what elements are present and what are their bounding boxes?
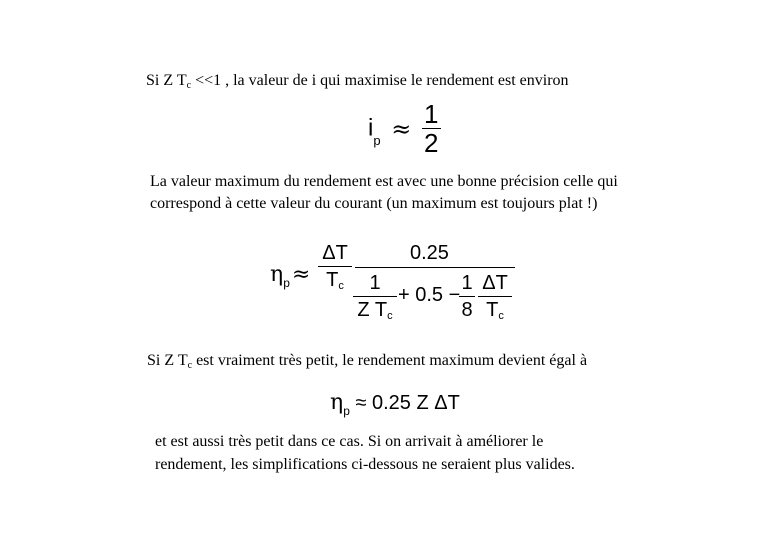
- eq2-one: 1: [369, 272, 381, 294]
- para3-subscript: c: [187, 360, 193, 371]
- eq2-dt-num: ΔT: [322, 242, 348, 264]
- eq1-approx: ≈: [391, 114, 412, 143]
- eq3-rhs: ≈ 0.25 Z ΔT: [355, 392, 460, 414]
- eq2-zt: Z T: [357, 299, 388, 321]
- equation-limit-efficiency: [330, 390, 460, 418]
- paragraph-conclusion-line2: rendement, les simplifications ci-dessous ne seraient plus valides.: [155, 456, 575, 473]
- eq2-eighth-num: 1: [461, 272, 473, 294]
- paragraph-max-efficiency-line2: correspond à cette valeur du courant (un maximum est toujours plat !): [150, 195, 598, 212]
- eq3-eta-sub: p: [343, 404, 350, 418]
- eq2-dt-den: T: [326, 269, 339, 291]
- eq2-last-den-sub: c: [498, 310, 504, 322]
- para1-subscript: c: [186, 80, 192, 91]
- eq2-last-den: T: [486, 299, 499, 321]
- eq2-last-fraction: [478, 270, 512, 326]
- eq1-numerator: 1: [424, 99, 439, 129]
- paragraph-conclusion-line1: et est aussi très petit dans ce cas. Si on arrivait à améliorer le: [155, 433, 544, 450]
- eq2-main-bar: [355, 267, 515, 268]
- eq2-top: 0.25: [410, 242, 449, 264]
- eq2-dt-den-sub: c: [338, 280, 344, 292]
- eq2-lhs-group: [270, 262, 311, 290]
- eq1-lhs: i: [368, 114, 374, 142]
- eq2-last-den-group: [478, 297, 512, 326]
- eq2-eighth: [459, 270, 475, 323]
- para1-text-end: <<1 , la valeur de i qui maximise le rendement est environ: [191, 72, 569, 89]
- eq2-last-num: ΔT: [482, 272, 508, 294]
- eq2-plus-half-minus: + 0.5 −: [398, 284, 461, 306]
- eq2-zt-sub: c: [387, 310, 393, 322]
- eq2-dt-over-tc: [318, 240, 352, 296]
- paragraph-condition-small-zt: [146, 70, 569, 94]
- para3-text-start: Si Z T: [147, 352, 188, 369]
- eq2-zt-group: [353, 297, 397, 326]
- equation-optimal-current: [368, 100, 441, 157]
- eq2-eta: η: [270, 262, 284, 287]
- eq2-inverse-zt: [353, 270, 397, 326]
- equation-max-efficiency: [270, 238, 520, 333]
- eq2-eta-sub: p: [283, 276, 290, 290]
- eq2-dt-den-group: [318, 267, 352, 296]
- eq3-eta: η: [330, 390, 344, 415]
- eq1-denominator: 2: [424, 128, 439, 158]
- para3-text-end: est vraiment très petit, le rendement maximum devient égal à: [192, 352, 588, 369]
- eq1-lhs-sub: p: [373, 132, 381, 148]
- eq2-eighth-den: 8: [461, 299, 473, 321]
- eq2-approx: ≈: [291, 262, 311, 287]
- paragraph-max-efficiency-line1: La valeur maximum du rendement est avec une bonne précision celle qui: [150, 173, 618, 190]
- paragraph-very-small-zt: [147, 350, 587, 374]
- para1-text-start: Si Z T: [146, 72, 187, 89]
- eq1-fraction: [422, 100, 440, 157]
